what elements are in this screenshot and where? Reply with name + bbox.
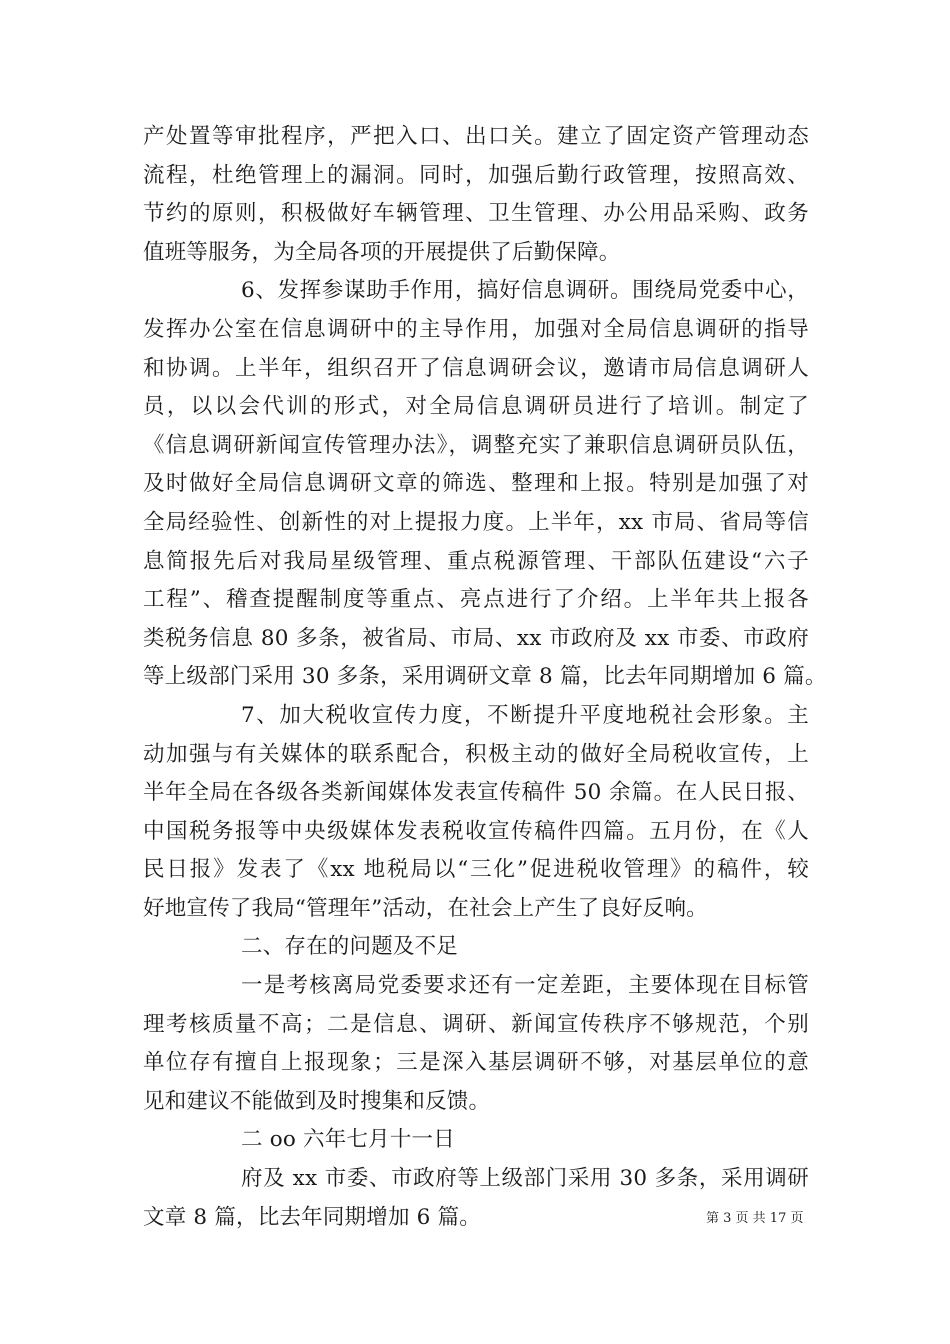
text-line: 半年全局在各级各类新闻媒体发表宣传稿件 50 余篇。在人民日报、 [143, 780, 809, 806]
text-line: 流程，杜绝管理上的漏洞。同时，加强后勤行政管理，按照高效、 [143, 162, 809, 188]
text-line: 类税务信息 80 多条，被省局、市局、xx 市政府及 xx 市委、市政府 [143, 625, 809, 651]
text-line: 动加强与有关媒体的联系配合，积极主动的做好全局税收宣传，上 [143, 741, 809, 767]
paragraph-problems-start: 一是考核离局党委要求还有一定差距，主要体现在目标管 [241, 973, 809, 999]
text-line: 单位存有擅自上报现象；三是深入基层调研不够，对基层单位的意 [143, 1050, 809, 1076]
text-line: 见和建议不能做到及时搜集和反馈。 [143, 1088, 491, 1114]
text-line: 息简报先后对我局星级管理、重点税源管理、干部队伍建设“六子 [143, 548, 809, 574]
text-line: 和协调。上半年，组织召开了信息调研会议，邀请市局信息调研人 [143, 355, 809, 381]
text-line: 文章 8 篇，比去年同期增加 6 篇。 [143, 1204, 481, 1230]
document-body [143, 118, 827, 1237]
text-line: 及时做好全局信息调研文章的筛选、整理和上报。特别是加强了对 [143, 471, 809, 497]
text-line: 中国税务报等中央级媒体发表税收宣传稿件四篇。五月份，在《人 [143, 818, 809, 844]
text-line: 等上级部门采用 30 多条，采用调研文章 8 篇，比去年同期增加 6 篇。 [143, 664, 827, 690]
document-date: 二 oo 六年七月十一日 [241, 1127, 455, 1153]
paragraph-7-start: 7、加大税收宣传力度，不断提升平度地税社会形象。主 [241, 702, 809, 728]
section-heading: 二、存在的问题及不足 [241, 934, 459, 960]
paragraph-6-start: 6、发挥参谋助手作用，搞好信息调研。围绕局党委中心， [241, 278, 809, 304]
text-line: 节约的原则，积极做好车辆管理、卫生管理、办公用品采购、政务 [143, 201, 809, 227]
paragraph-repeat-start: 府及 xx 市委、市政府等上级部门采用 30 多条，采用调研 [241, 1166, 809, 1192]
text-line: 值班等服务，为全局各项的开展提供了后勤保障。 [143, 239, 621, 265]
text-line: 发挥办公室在信息调研中的主导作用，加强对全局信息调研的指导 [143, 316, 809, 342]
text-line: 工程”、稽查提醒制度等重点、亮点进行了介绍。上半年共上报各 [143, 587, 809, 613]
text-line: 员，以以会代训的形式，对全局信息调研员进行了培训。制定了 [143, 394, 809, 420]
text-line: 好地宣传了我局“管理年”活动，在社会上产生了良好反响。 [143, 895, 708, 921]
text-line: 产处置等审批程序，严把入口、出口关。建立了固定资产管理动态 [143, 124, 809, 149]
text-line: 全局经验性、创新性的对上提报力度。上半年，xx 市局、省局等信 [143, 509, 809, 535]
text-line: 民日报》发表了《xx 地税局以“三化”促进税收管理》的稿件，较 [143, 857, 809, 883]
page-number: 第 3 页 共 17 页 [706, 1211, 804, 1226]
text-line: 《信息调研新闻宣传管理办法》，调整充实了兼职信息调研员队伍， [143, 432, 809, 458]
text-line: 理考核质量不高；二是信息、调研、新闻宣传秩序不够规范，个别 [143, 1011, 809, 1037]
